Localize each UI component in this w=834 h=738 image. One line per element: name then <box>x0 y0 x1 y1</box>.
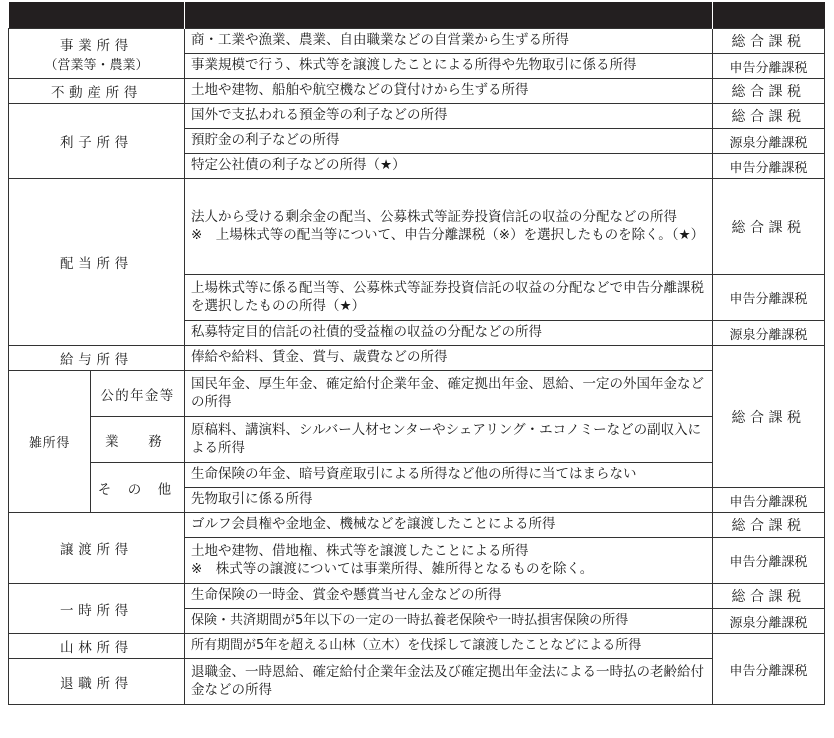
description-text: 法人から受ける剰余金の配当、公募株式等証券投資信託の収益の分配などの所得 <box>191 208 677 225</box>
description-cell: 商・工業や漁業、農業、自由職業などの自営業から生ずる所得 <box>185 29 713 54</box>
taxation-cell: 申告分離課税 <box>713 54 825 79</box>
description-cell: 生命保険の年金、暗号資産取引による所得など他の所得に当てはまらない <box>185 463 713 488</box>
income-tax-table <box>8 2 825 705</box>
taxation-cell: 源泉分離課税 <box>713 321 825 346</box>
taxation-cell: 源泉分離課税 <box>713 609 825 634</box>
table-row <box>9 346 825 371</box>
header-description <box>185 2 713 29</box>
category-occasional-income: 一時所得 <box>9 584 185 634</box>
description-cell: 先物取引に係る所得 <box>185 488 713 513</box>
taxation-cell: 総合課税 <box>713 584 825 609</box>
description-note: ※ 上場株式等の配当等について、申告分離課税（※）を選択したものを除く。（★） <box>191 226 705 243</box>
description-cell: 国外で支払われる預金等の利子などの所得 <box>185 104 713 129</box>
description-cell: 事業規模で行う、株式等を譲渡したことによる所得や先物取引に係る所得 <box>185 54 713 79</box>
subcategory-business: 業 務 <box>91 417 185 463</box>
taxation-cell: 総合課税 <box>713 513 825 538</box>
category-misc-income: 雑所得 <box>9 371 91 513</box>
table-row <box>9 463 825 488</box>
table-row <box>9 634 825 659</box>
category-transfer-income: 譲渡所得 <box>9 513 185 584</box>
description-cell: 俸給や給料、賃金、賞与、歳費などの所得 <box>185 346 713 371</box>
table-row <box>9 79 825 104</box>
taxation-cell: 総合課税 <box>713 29 825 54</box>
taxation-cell-merged: 総合課税 <box>713 346 825 488</box>
description-cell: 国民年金、厚生年金、確定給付企業年金、確定拠出年金、恩給、一定の外国年金などの所得 <box>185 371 713 417</box>
category-sublabel: （営業等・農業） <box>44 58 149 73</box>
category-forestry-income: 山林所得 <box>9 634 185 659</box>
table-row <box>9 513 825 538</box>
table-row <box>9 179 825 275</box>
category-retirement-income: 退職所得 <box>9 659 185 705</box>
taxation-cell: 総合課税 <box>713 79 825 104</box>
table-row <box>9 584 825 609</box>
category-business-income <box>9 29 185 79</box>
taxation-cell: 申告分離課税 <box>713 488 825 513</box>
header-row <box>9 2 825 29</box>
header-taxation <box>713 2 825 29</box>
description-cell: 退職金、一時恩給、確定給付企業年金法及び確定拠出年金法による一時払の老齢給付金などの所得 <box>185 659 713 705</box>
description-cell: 預貯金の利子などの所得 <box>185 129 713 154</box>
description-note: ※ 株式等の譲渡については事業所得、雑所得となるものを除く。 <box>191 560 594 577</box>
description-cell: ゴルフ会員権や金地金、機械などを譲渡したことによる所得 <box>185 513 713 538</box>
category-interest-income: 利子所得 <box>9 104 185 179</box>
description-cell: 上場株式等に係る配当等、公募株式等証券投資信託の収益の分配などで申告分離課税を選択したものの所得（★） <box>185 275 713 321</box>
description-cell: 保険・共済期間が5年以下の一定の一時払養老保険や一時払損害保険の所得 <box>185 609 713 634</box>
taxation-cell: 源泉分離課税 <box>713 129 825 154</box>
subcategory-public-pension: 公的年金等 <box>91 371 185 417</box>
category-label: 事業所得 <box>60 38 133 54</box>
description-cell: 所有期間が5年を超える山林（立木）を伐採して譲渡したことなどによる所得 <box>185 634 713 659</box>
category-salary-income: 給与所得 <box>9 346 185 371</box>
subcategory-other: そ の 他 <box>91 463 185 513</box>
category-real-estate-income: 不動産所得 <box>9 79 185 104</box>
taxation-cell: 申告分離課税 <box>713 154 825 179</box>
description-cell: 土地や建物、船舶や航空機などの貸付けから生ずる所得 <box>185 79 713 104</box>
table-row <box>9 29 825 54</box>
category-dividend-income: 配当所得 <box>9 179 185 346</box>
taxation-cell: 申告分離課税 <box>713 275 825 321</box>
description-cell <box>185 179 713 275</box>
table-row <box>9 659 825 705</box>
description-cell: 私募特定目的信託の社債的受益権の収益の分配などの所得 <box>185 321 713 346</box>
description-cell: 生命保険の一時金、賞金や懸賞当せん金などの所得 <box>185 584 713 609</box>
table-row <box>9 417 825 463</box>
description-text: 土地や建物、借地権、株式等を譲渡したことによる所得 <box>191 542 529 559</box>
table-row <box>9 104 825 129</box>
taxation-cell-merged: 申告分離課税 <box>713 634 825 705</box>
description-cell: 原稿料、講演料、シルバー人材センターやシェアリング・エコノミーなどの副収入による所得 <box>185 417 713 463</box>
taxation-cell: 総合課税 <box>713 179 825 275</box>
header-income-type <box>9 2 185 29</box>
description-cell: 特定公社債の利子などの所得（★） <box>185 154 713 179</box>
table-row <box>9 371 825 417</box>
description-cell <box>185 538 713 584</box>
taxation-cell: 総合課税 <box>713 104 825 129</box>
taxation-cell: 申告分離課税 <box>713 538 825 584</box>
